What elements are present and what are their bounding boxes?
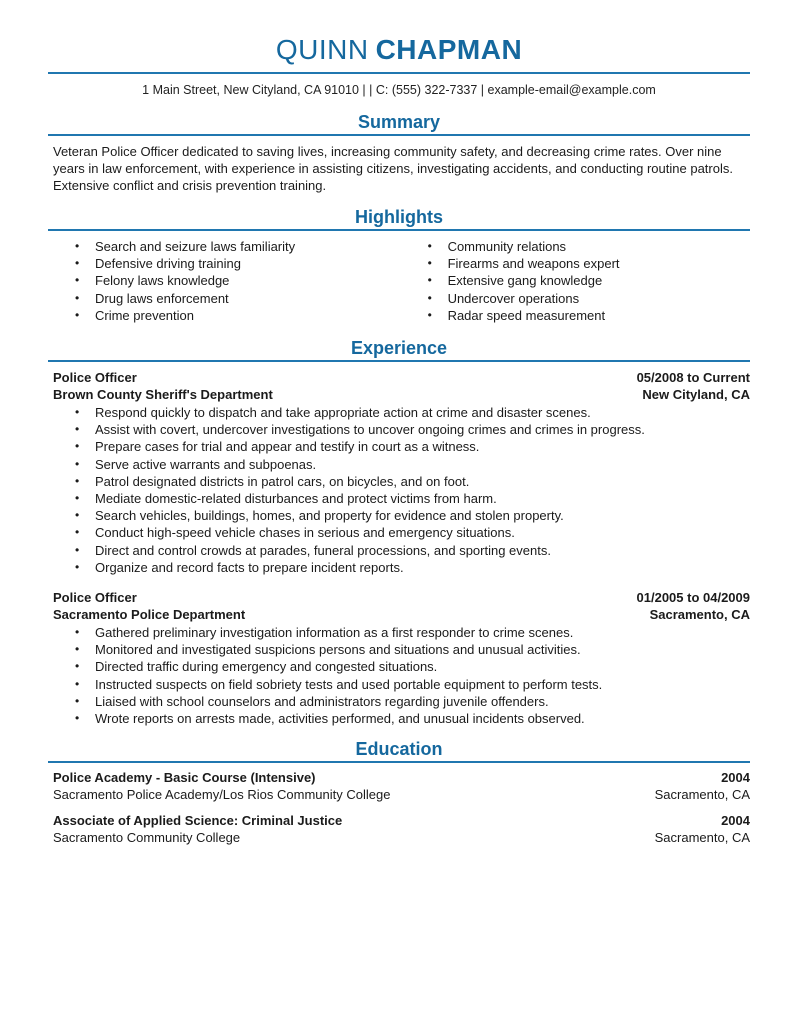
section-title-summary: Summary: [357, 112, 441, 132]
bullet-icon: •: [75, 422, 80, 437]
education-school: Sacramento Police Academy/Los Rios Community College: [53, 786, 391, 802]
education-title: Police Academy - Basic Course (Intensive): [53, 770, 316, 786]
candidate-last-name: CHAPMAN: [375, 34, 523, 65]
job-duty: [48, 473, 750, 490]
bullet-icon: •: [75, 405, 80, 420]
education-year: 2004: [721, 813, 750, 829]
bullet-icon: •: [75, 525, 80, 540]
education-title-row: [48, 813, 750, 830]
bullet-icon: •: [75, 256, 80, 271]
candidate-first-name: QUINN: [275, 34, 369, 65]
bullet-icon: •: [427, 307, 432, 322]
job-duty-text: Mediate domestic-related disturbances and protect victims from harm.: [95, 491, 497, 507]
bullet-icon: •: [75, 642, 80, 657]
job-duty-text: Assist with covert, undercover investigations to uncover ongoing crimes and crimes in progress.: [95, 422, 645, 438]
job-title-row: [48, 369, 750, 386]
bullet-icon: •: [75, 456, 80, 471]
education-school-row: [48, 787, 750, 804]
education-school: Sacramento Community College: [53, 829, 241, 845]
job-duty-text: Directed traffic during emergency and congested situations.: [95, 659, 438, 675]
bullet-icon: •: [75, 473, 80, 488]
highlight-label: Firearms and weapons expert: [447, 256, 620, 272]
job-location: Sacramento, CA: [649, 607, 750, 623]
highlight-item: [48, 290, 424, 307]
highlight-label: Radar speed measurement: [447, 307, 606, 323]
job-duty-text: Liaised with school counselors and administrators regarding juvenile offenders.: [95, 693, 549, 709]
highlights-left-column: [48, 238, 424, 324]
bullet-icon: •: [75, 239, 80, 253]
section-title-education: Education: [355, 739, 443, 760]
bullet-icon: •: [75, 693, 80, 708]
job-duty: [48, 456, 750, 473]
job-duties: [48, 404, 750, 576]
job-duty-text: Wrote reports on arrests made, activities performed, and unusual incidents observed.: [95, 711, 585, 727]
highlights-section: [48, 207, 750, 324]
job-entry: [48, 589, 750, 727]
job-duty: [48, 404, 750, 421]
job-duty: [48, 658, 750, 675]
bullet-icon: •: [75, 290, 80, 305]
bullet-icon: •: [427, 256, 432, 271]
summary-text: Veteran Police Officer dedicated to saving lives, increasing community safety, and decreasing crime rates. Over nine years in law enforcement, with experience in assisting citizens, investigating accidents, and conducting routine patrols. Extensive conflict and crisis prevention training.: [53, 144, 733, 193]
job-duty: [48, 524, 750, 541]
candidate-name: [48, 36, 750, 64]
highlight-item: [48, 238, 424, 255]
education-entry: [48, 813, 750, 846]
job-entry: [48, 369, 750, 576]
bullet-icon: •: [75, 711, 80, 726]
education-divider: [48, 761, 750, 763]
highlight-item: [424, 272, 750, 289]
bullet-icon: •: [75, 307, 80, 322]
job-duty: [48, 624, 750, 641]
highlights-right-column: [424, 238, 750, 324]
section-title-experience: Experience: [350, 338, 448, 359]
summary-divider: [48, 134, 750, 136]
highlight-label: Felony laws knowledge: [95, 273, 230, 289]
job-title-row: [48, 589, 750, 606]
job-duty: [48, 641, 750, 658]
job-duty-text: Serve active warrants and subpoenas.: [95, 456, 317, 472]
job-company-row: [48, 606, 750, 623]
education-school-row: [48, 830, 750, 847]
highlight-item: [424, 238, 750, 255]
education-location: Sacramento, CA: [654, 829, 750, 845]
highlight-label: Drug laws enforcement: [95, 290, 229, 306]
education-year: 2004: [721, 770, 750, 786]
job-duty: [48, 438, 750, 455]
job-location: New Cityland, CA: [642, 387, 750, 403]
highlight-label: Community relations: [447, 239, 567, 254]
education-location: Sacramento, CA: [654, 786, 750, 802]
highlight-label: Search and seizure laws familiarity: [95, 239, 296, 254]
bullet-icon: •: [75, 659, 80, 674]
job-company: Brown County Sheriff's Department: [53, 387, 273, 403]
bullet-icon: •: [75, 559, 80, 574]
highlights-divider: [48, 229, 750, 231]
bullet-icon: •: [75, 542, 80, 557]
experience-section: [48, 338, 750, 727]
highlight-label: Defensive driving training: [95, 256, 241, 272]
bullet-icon: •: [75, 491, 80, 506]
highlight-label: Extensive gang knowledge: [447, 273, 603, 289]
job-duty-text: Search vehicles, buildings, homes, and property for evidence and stolen property.: [95, 508, 564, 524]
experience-divider: [48, 360, 750, 362]
bullet-icon: •: [75, 676, 80, 691]
job-duty-text: Monitored and investigated suspicions persons and situations and unusual activities.: [95, 642, 581, 658]
highlight-label: Undercover operations: [447, 290, 580, 306]
job-duty: [48, 490, 750, 507]
header-divider: [48, 72, 750, 74]
highlight-item: [48, 255, 424, 272]
bullet-icon: •: [75, 439, 80, 454]
highlight-item: [48, 307, 424, 324]
job-duty-text: Conduct high-speed vehicle chases in serious and emergency situations.: [95, 525, 515, 541]
highlight-item: [48, 272, 424, 289]
job-duty-text: Prepare cases for trial and appear and testify in court as a witness.: [95, 439, 480, 455]
summary-section: [48, 112, 750, 194]
bullet-icon: •: [427, 290, 432, 305]
job-duty: [48, 421, 750, 438]
job-title: Police Officer: [53, 590, 137, 606]
highlight-item: [424, 255, 750, 272]
job-duty: [48, 693, 750, 710]
resume-header: [48, 36, 750, 98]
job-duty-text: Gathered preliminary investigation information as a first responder to crime scenes.: [95, 625, 574, 641]
education-title-row: [48, 770, 750, 787]
bullet-icon: •: [427, 239, 432, 253]
highlight-label: Crime prevention: [95, 307, 194, 323]
job-title: Police Officer: [53, 370, 137, 386]
education-title: Associate of Applied Science: Criminal Justice: [53, 813, 343, 829]
job-duty-text: Organize and record facts to prepare incident reports.: [95, 559, 404, 575]
job-duty: [48, 710, 750, 727]
job-dates: 01/2005 to 04/2009: [636, 590, 750, 606]
bullet-icon: •: [75, 625, 80, 640]
job-duty-text: Direct and control crowds at parades, funeral processions, and sporting events.: [95, 542, 551, 558]
job-duty-text: Respond quickly to dispatch and take appropriate action at crime and disaster scenes.: [95, 405, 591, 421]
job-duty: [48, 559, 750, 576]
job-dates: 05/2008 to Current: [636, 370, 750, 386]
bullet-icon: •: [427, 273, 432, 288]
job-duties: [48, 624, 750, 727]
job-duty-text: Instructed suspects on field sobriety tests and used portable equipment to perform tests.: [95, 676, 603, 692]
highlights-columns: [48, 238, 750, 324]
highlight-item: [424, 290, 750, 307]
highlight-item: [424, 307, 750, 324]
education-section: [48, 739, 750, 846]
section-title-highlights: Highlights: [355, 207, 443, 227]
bullet-icon: •: [75, 508, 80, 523]
contact-info: 1 Main Street, New Cityland, CA 91010 | | C: (555) 322-7337 | example-email@example.com: [142, 83, 656, 97]
job-duty: [48, 507, 750, 524]
education-entry: [48, 770, 750, 803]
job-duty: [48, 676, 750, 693]
job-company-row: [48, 386, 750, 403]
bullet-icon: •: [75, 273, 80, 288]
job-duty-text: Patrol designated districts in patrol cars, on bicycles, and on foot.: [95, 473, 470, 489]
job-company: Sacramento Police Department: [53, 607, 246, 623]
job-duty: [48, 542, 750, 559]
